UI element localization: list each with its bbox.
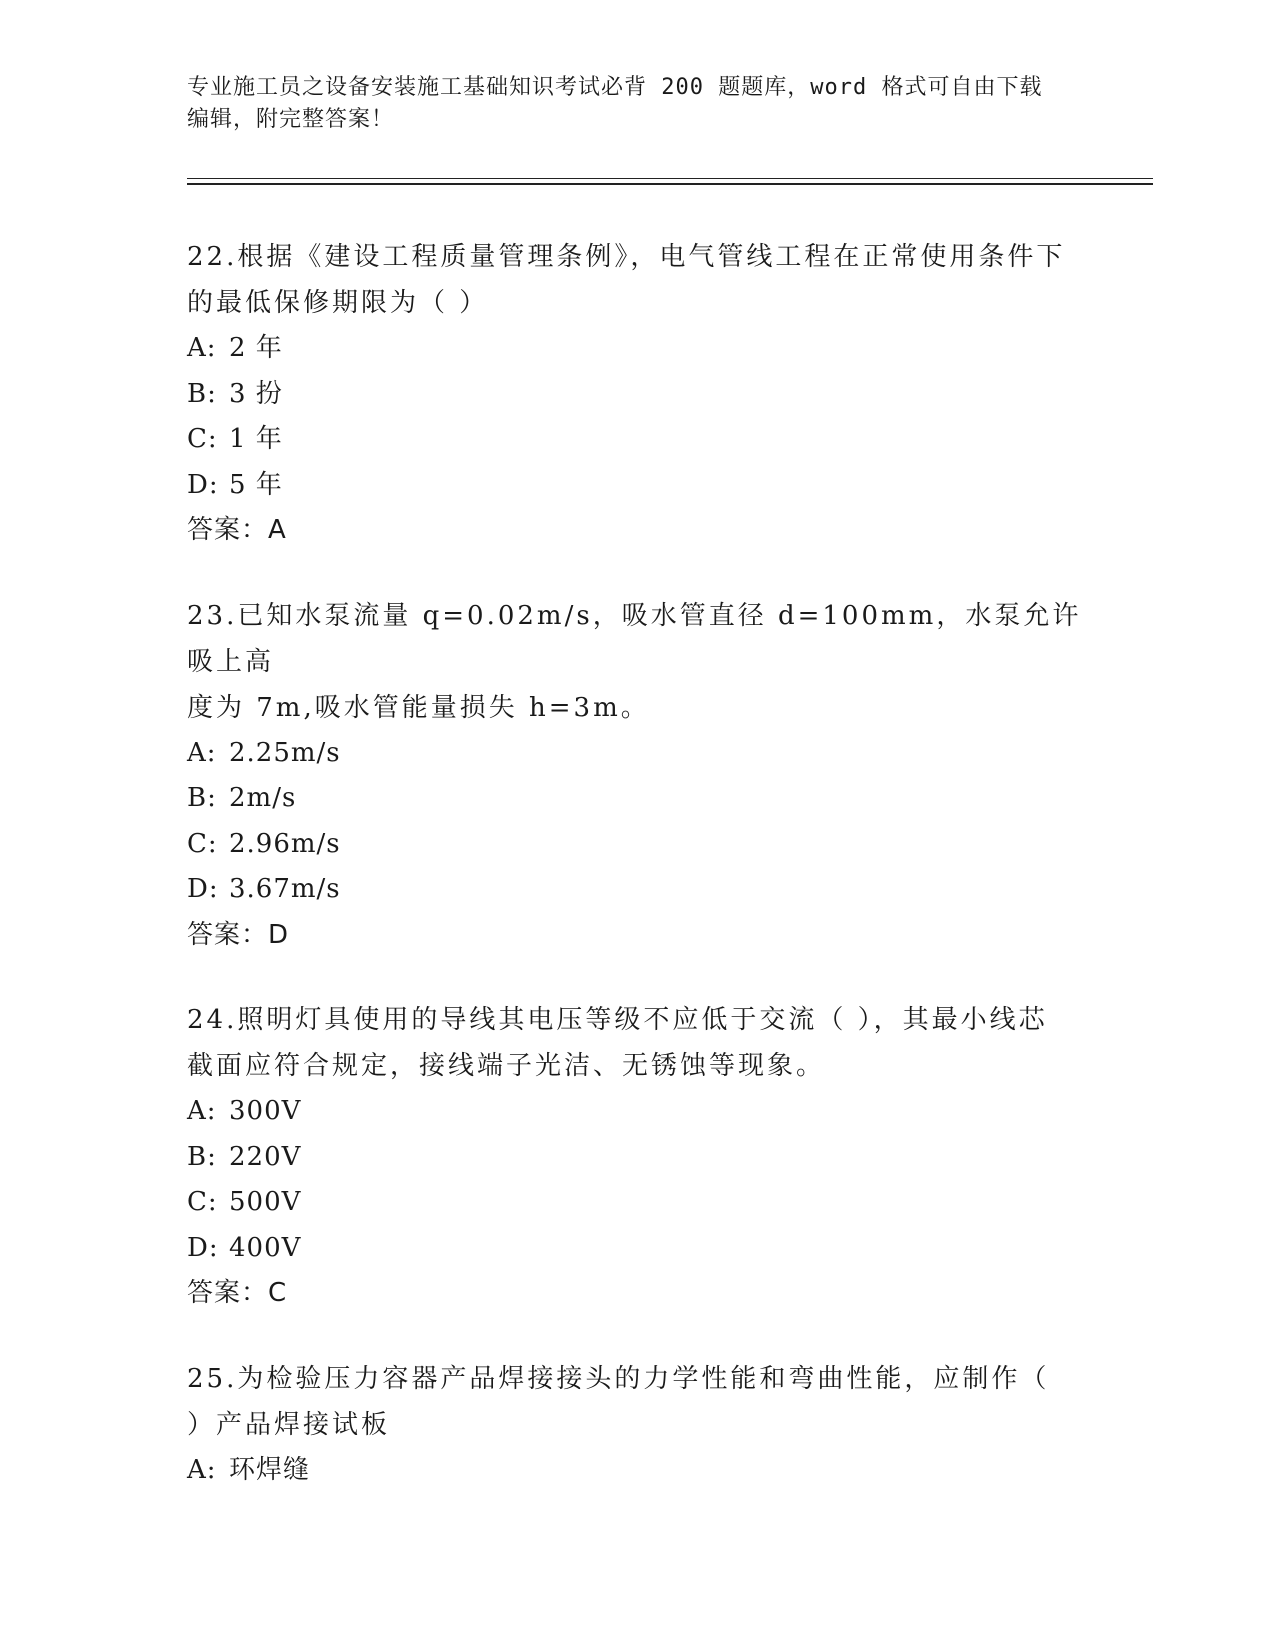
option-letter: A: bbox=[187, 1454, 217, 1485]
answer-line: 答案：C bbox=[187, 1278, 288, 1308]
option-letter: B: bbox=[187, 783, 217, 813]
option-a bbox=[187, 1089, 1087, 1135]
option-text: 220V bbox=[229, 1141, 302, 1172]
option-letter: A: bbox=[187, 737, 217, 768]
answer-line: 答案：A bbox=[187, 515, 287, 545]
header-divider-thick bbox=[187, 183, 1153, 185]
option-d bbox=[187, 1226, 1087, 1272]
document-header bbox=[187, 72, 1067, 136]
option-text: 2.25m/s bbox=[229, 737, 341, 768]
option-letter: C: bbox=[187, 1187, 218, 1217]
option-text: 环焊缝 bbox=[229, 1454, 311, 1485]
header-line-1: 专业施工员之设备安装施工基础知识考试必背 200 题题库，word 格式可自由下载 bbox=[187, 75, 1043, 100]
question-24 bbox=[187, 997, 1087, 1317]
question-stem-line-2: 的最低保修期限为（ ） bbox=[187, 288, 489, 318]
option-letter: A: bbox=[187, 1096, 217, 1126]
header-divider-thin bbox=[187, 178, 1153, 179]
option-letter: D: bbox=[187, 874, 219, 904]
option-text: 3 扮 bbox=[229, 378, 283, 409]
question-stem-line-1: 24.照明灯具使用的导线其电压等级不应低于交流（ ），其最小线芯 bbox=[187, 1005, 1048, 1035]
option-a bbox=[187, 1448, 1087, 1494]
option-text: 400V bbox=[229, 1232, 302, 1263]
question-23 bbox=[187, 593, 1087, 959]
header-line-2: 编辑，附完整答案！ bbox=[187, 107, 395, 132]
option-letter: B: bbox=[187, 378, 217, 409]
option-c bbox=[187, 417, 1087, 463]
option-text: 2m/s bbox=[229, 783, 297, 813]
question-stem-line-2: 截面应符合规定，接线端子光洁、无锈蚀等现象。 bbox=[187, 1051, 826, 1081]
option-letter: D: bbox=[187, 469, 219, 500]
option-b bbox=[187, 776, 1087, 822]
option-letter: B: bbox=[187, 1141, 217, 1172]
option-b bbox=[187, 372, 1087, 418]
question-22 bbox=[187, 234, 1087, 554]
option-letter: D: bbox=[187, 1232, 219, 1263]
question-stem-line-1: 23.已知水泵流量 q=0.02m/s，吸水管直径 d=100mm，水泵允许吸上高 bbox=[187, 600, 1082, 677]
question-stem-line-1: 25.为检验压力容器产品焊接接头的力学性能和弯曲性能，应制作（ bbox=[187, 1363, 1050, 1394]
option-text: 500V bbox=[229, 1187, 302, 1217]
option-d bbox=[187, 867, 1087, 913]
question-25 bbox=[187, 1356, 1087, 1494]
option-letter: A: bbox=[187, 333, 217, 363]
option-b bbox=[187, 1135, 1087, 1181]
option-d bbox=[187, 463, 1087, 509]
question-stem-line-1: 22.根据《建设工程质量管理条例》，电气管线工程在正常使用条件下 bbox=[187, 242, 1066, 272]
option-text: 3.67m/s bbox=[229, 874, 341, 904]
option-a bbox=[187, 731, 1087, 777]
question-stem-line-2: ）产品焊接试板 bbox=[187, 1409, 391, 1440]
question-list bbox=[187, 234, 1087, 1532]
option-text: 5 年 bbox=[229, 469, 283, 500]
option-text: 1 年 bbox=[229, 424, 283, 454]
option-text: 2.96m/s bbox=[229, 828, 341, 859]
option-text: 300V bbox=[229, 1096, 302, 1126]
option-c bbox=[187, 822, 1087, 868]
option-a bbox=[187, 326, 1087, 372]
option-letter: C: bbox=[187, 424, 218, 454]
option-text: 2 年 bbox=[229, 333, 283, 363]
answer-line: 答案：D bbox=[187, 919, 290, 950]
question-stem-line-2: 度为 7m,吸水管能量损失 h=3m。 bbox=[187, 692, 650, 723]
option-c bbox=[187, 1180, 1087, 1226]
option-letter: C: bbox=[187, 828, 218, 859]
